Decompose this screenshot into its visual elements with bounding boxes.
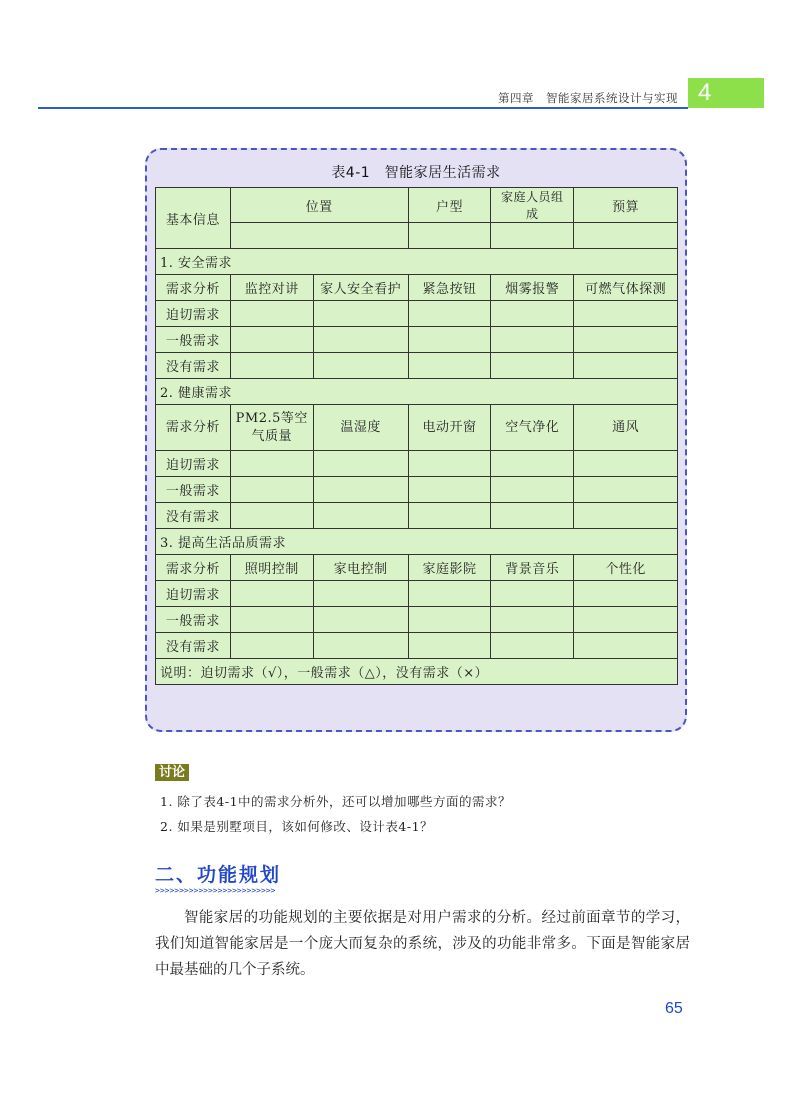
col-header: 需求分析 — [156, 405, 231, 451]
requirements-table — [155, 187, 678, 685]
table-row — [156, 353, 678, 379]
table-row — [156, 223, 678, 249]
discussion-item-1: 1. 除了表4-1中的需求分析外，还可以增加哪些方面的需求？ — [160, 794, 512, 809]
table-cell — [491, 223, 574, 249]
basic-col-family: 家庭人员组成 — [491, 188, 574, 223]
col-header: 烟雾报警 — [491, 275, 574, 301]
col-header: 家电控制 — [313, 555, 408, 581]
section-title-underline: >>>>>>>>>>>>>>>>>>>>>>>>> — [155, 886, 276, 895]
table-row — [156, 327, 678, 353]
section-title: 二、功能规划 — [155, 864, 282, 886]
table-note: 说明：迫切需求（√），一般需求（△），没有需求（×） — [156, 659, 678, 685]
table-header-row — [156, 275, 678, 301]
col-header: 温湿度 — [313, 405, 408, 451]
row-label: 迫切需求 — [156, 451, 231, 477]
table-row — [156, 451, 678, 477]
table-cell — [230, 223, 408, 249]
chapter-header: 第四章 智能家居系统设计与实现 — [498, 91, 678, 105]
basic-col-layout: 户型 — [408, 188, 491, 223]
section-heading-row — [156, 249, 678, 275]
section-heading: 2. 健康需求 — [156, 379, 678, 405]
table-row — [156, 607, 678, 633]
col-header: 照明控制 — [230, 555, 313, 581]
page-number: 65 — [665, 1000, 683, 1017]
row-label: 迫切需求 — [156, 581, 231, 607]
table-title: 表4-1 智能家居生活需求 — [331, 165, 501, 181]
table-note-row — [156, 659, 678, 685]
col-header: 家庭影院 — [408, 555, 491, 581]
table-row — [156, 188, 678, 223]
table-row — [156, 581, 678, 607]
table-row — [156, 633, 678, 659]
col-header: 空气净化 — [491, 405, 574, 451]
row-label: 一般需求 — [156, 327, 231, 353]
basic-col-location: 位置 — [230, 188, 408, 223]
basic-info-label: 基本信息 — [156, 188, 231, 249]
section-heading: 3. 提高生活品质需求 — [156, 529, 678, 555]
table-header-row — [156, 555, 678, 581]
body-paragraph: 智能家居的功能规划的主要依据是对用户需求的分析。经过前面章节的学习，我们知道智能家居是一个庞大而复杂的系统，涉及的功能非常多。下面是智能家居中最基础的几个子系统。 — [155, 910, 690, 978]
col-header: 电动开窗 — [408, 405, 491, 451]
col-header: 紧急按钮 — [408, 275, 491, 301]
discussion-badge: 讨论 — [155, 764, 189, 781]
col-header: 家人安全看护 — [313, 275, 408, 301]
discussion-item-2: 2. 如果是别墅项目，该如何修改、设计表4-1？ — [160, 819, 434, 834]
row-label: 没有需求 — [156, 353, 231, 379]
section-heading-row — [156, 529, 678, 555]
row-label: 一般需求 — [156, 477, 231, 503]
basic-col-budget: 预算 — [574, 188, 678, 223]
table-row — [156, 301, 678, 327]
col-header: 可燃气体探测 — [574, 275, 678, 301]
table-cell — [408, 223, 491, 249]
chapter-number-badge: 4 — [688, 78, 764, 108]
section-heading: 1. 安全需求 — [156, 249, 678, 275]
table-row — [156, 477, 678, 503]
section-heading-row — [156, 379, 678, 405]
row-label: 迫切需求 — [156, 301, 231, 327]
table-header-row — [156, 405, 678, 451]
header-rule — [38, 107, 688, 109]
row-label: 一般需求 — [156, 607, 231, 633]
col-header: 个性化 — [574, 555, 678, 581]
col-header: 需求分析 — [156, 275, 231, 301]
row-label: 没有需求 — [156, 503, 231, 529]
col-header: 需求分析 — [156, 555, 231, 581]
col-header: PM2.5等空气质量 — [230, 405, 313, 451]
col-header: 背景音乐 — [491, 555, 574, 581]
table-cell — [574, 223, 678, 249]
row-label: 没有需求 — [156, 633, 231, 659]
col-header: 监控对讲 — [230, 275, 313, 301]
table-row — [156, 503, 678, 529]
col-header: 通风 — [574, 405, 678, 451]
